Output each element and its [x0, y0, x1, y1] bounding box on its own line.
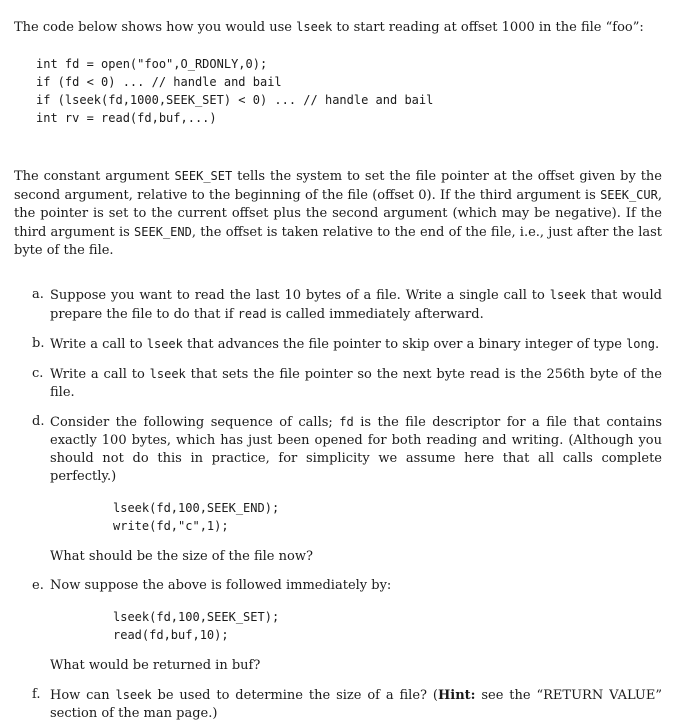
question-body	[50, 413, 662, 566]
code-term: long	[626, 337, 655, 351]
question-label: f.	[32, 687, 41, 702]
explanation-text: tells the system to set the file pointer at the offset given by the second argument, relative to the beginning of the file (offset 0). If the third argument is	[14, 169, 662, 203]
code-term: lseek	[549, 288, 586, 302]
question-f	[32, 686, 662, 723]
question-label: d.	[32, 414, 45, 429]
code-line: if (fd < 0) ... // handle and bail	[36, 75, 282, 89]
explanation-text: , the pointer is set to the current offset plus the second argument (which may be negative). If the third argument is	[14, 188, 662, 240]
question-text: Write a call to	[50, 367, 150, 382]
code-snippet	[113, 608, 662, 644]
question-text: that sets the file pointer so the next byte read is the 256th byte of the file.	[50, 367, 662, 400]
question-label: e.	[32, 578, 44, 593]
question-b	[32, 335, 662, 354]
question-text: is the file descriptor for a file that contains exactly 100 bytes, which has just been opened for both reading and writing. (Although you should not do this in practice, for simplicity we assume here that all calls complete perfectly.)	[50, 415, 662, 484]
code-line: int fd = open("foo",O_RDONLY,0);	[36, 57, 268, 71]
code-line: lseek(fd,100,SEEK_END);	[113, 501, 280, 515]
question-body	[50, 686, 662, 723]
code-term: read	[237, 307, 267, 321]
code-term: lseek	[149, 367, 186, 381]
question-e	[32, 577, 662, 675]
question-text: Now suppose the above is followed immediately by:	[50, 578, 392, 593]
question-text: see the “RETURN VALUE” section of the man page.)	[50, 688, 662, 721]
code-line: lseek(fd,100,SEEK_SET);	[113, 610, 280, 624]
question-d	[32, 413, 662, 566]
hint-label: Hint:	[437, 688, 476, 703]
question-text: Suppose you want to read the last 10 bytes of a file. Write a single call to	[50, 288, 550, 303]
code-line: write(fd,"c",1);	[113, 519, 229, 533]
code-term: lseek	[146, 337, 183, 351]
question-text: Write a call to	[50, 337, 147, 352]
question-text: is called immediately afterward.	[266, 307, 484, 322]
question-body	[50, 335, 662, 354]
question-text: .	[654, 337, 660, 352]
code-term: SEEK_SET	[174, 169, 233, 183]
question-a	[32, 286, 662, 324]
code-line: read(fd,buf,10);	[113, 628, 229, 642]
explanation-text: , the offset is taken relative to the end of the file, i.e., just after the last byte of the file.	[14, 225, 662, 258]
question-text: How can	[50, 688, 116, 703]
intro-text: The code below shows how you would use	[14, 20, 297, 35]
question-followup: What would be returned in buf?	[50, 658, 261, 673]
code-term: SEEK_END	[134, 225, 192, 239]
question-body	[50, 365, 662, 402]
code-term: lseek	[115, 688, 152, 702]
code-snippet	[113, 499, 662, 535]
explanation-paragraph	[14, 167, 662, 260]
question-label: c.	[32, 366, 44, 381]
question-body	[50, 577, 662, 675]
question-text-block	[50, 413, 662, 486]
question-text: that would prepare the file to do that if	[50, 288, 662, 322]
question-c	[32, 365, 662, 402]
question-followup: What should be the size of the file now?	[50, 549, 313, 564]
question-text: Consider the following sequence of calls;	[50, 415, 340, 430]
question-list	[32, 286, 662, 723]
question-body	[50, 286, 662, 324]
explanation-text: The constant argument	[14, 169, 175, 184]
code-line: if (lseek(fd,1000,SEEK_SET) < 0) ... // handle and bail	[36, 93, 434, 107]
intro-text: to start reading at offset 1000 in the file “foo”:	[332, 20, 644, 35]
question-text: be used to determine the size of a file? (	[151, 688, 438, 703]
code-example	[14, 55, 662, 127]
question-text: that advances the file pointer to skip over a binary integer of type	[182, 337, 627, 352]
code-term: fd	[339, 415, 354, 429]
code-term: SEEK_CUR	[600, 188, 658, 202]
question-label: b.	[32, 336, 45, 351]
code-term: lseek	[296, 20, 333, 34]
intro-paragraph	[14, 18, 662, 37]
question-label: a.	[32, 287, 44, 302]
code-line: int rv = read(fd,buf,...)	[36, 111, 217, 125]
